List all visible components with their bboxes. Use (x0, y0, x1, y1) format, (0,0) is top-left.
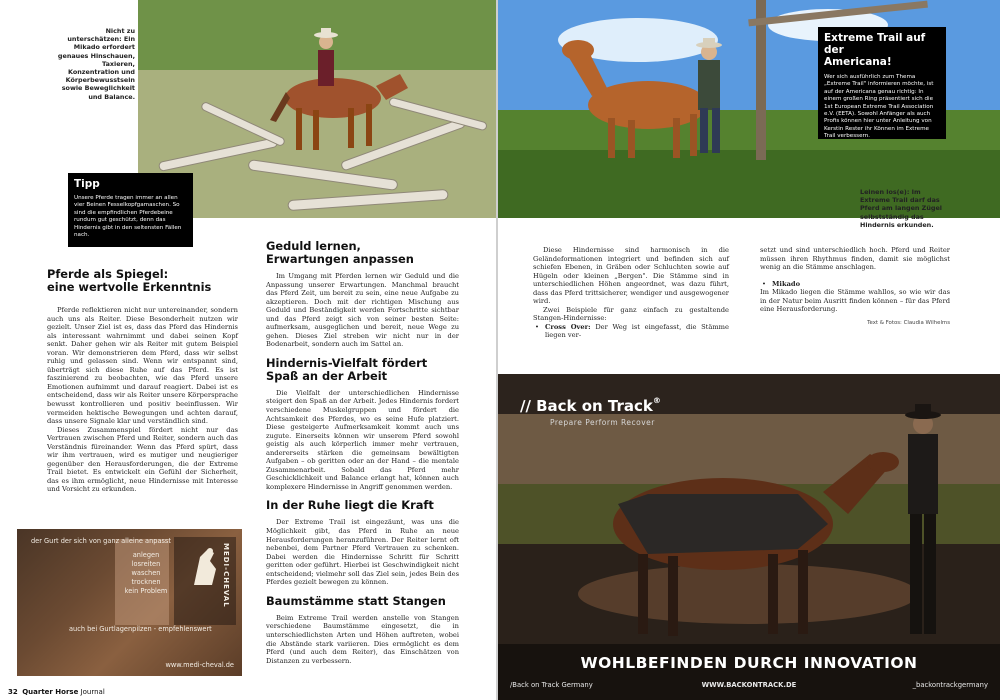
back-on-track-logo-text: Back on Track (536, 397, 653, 415)
bullet-mikado-label: Mikado (772, 279, 801, 288)
heading-vielfalt-2: Spaß an der Arbeit (266, 368, 388, 383)
ad-word-5: kein Problem (124, 587, 168, 595)
back-on-track-facebook[interactable]: /Back on Track Germany (510, 681, 593, 689)
americana-title-1: Extreme Trail auf der (824, 32, 926, 56)
ad-medi-cheval-line-bottom: auch bei Gurtlagenpilzen - empfehlenswert (69, 625, 212, 633)
photo-caption-right: Leinen los(e): Im Extreme Trail darf das Pferd am langen Zügel selbstständig das Hindernis erkunden. (860, 188, 942, 229)
ad-medi-cheval-brand-panel (174, 537, 236, 625)
article-column-right-1 (533, 246, 729, 340)
paragraph-baumstaemme: Beim Extreme Trail werden anstelle von Stangen verschiedene Baumstämme eingesetzt, die in unterschiedlichsten Arten und Höhen auftreten, wobei die Abstände stark variieren. Dies ermöglicht es dem Pferd (und auch dem Reiter), das Einschätzen von Distanzen zu verbessern. (266, 613, 459, 665)
back-on-track-logo-mark: ® (652, 396, 661, 405)
article-column-left (47, 268, 238, 494)
heading-baumstaemme: Baumstämme statt Stangen (266, 593, 446, 608)
ad-word-1: anlegen (132, 551, 160, 559)
back-on-track-tagline: Prepare Perform Recover (550, 418, 655, 427)
heading-geduld-2: Erwartungen anpassen (266, 252, 414, 266)
bullet-mikado (760, 280, 950, 289)
heading-pferde-als-spiegel-2: eine wertvolle Erkenntnis (47, 280, 212, 294)
article-column-middle (266, 240, 459, 665)
tipp-text: Unsere Pferde tragen immer an allen vier Beinen Fesselkopfgamaschen. So sind die empfindlichen Pferdebeine rundum gut geschützt, denn das Hindernis gibt in den seltensten Fällen nach. (74, 195, 182, 239)
paragraph-spiegel-1: Pferde reflektieren nicht nur untereinander, sondern auch uns als Reiter. Diese Besonderheit nutzen wir gezielt. Unser Ziel ist es, dass das Pferd das Hindernis als interessant wahrnimmt und dabei seinen Kopf senkt. Daher gehen wir als Reiter mit gutem Beispiel voran. Wir demonstrieren dem Pferd, dass wir selbst ruhig und gelassen sind. Wenn wir entspannt sind, überträgt sich diese Ruhe auf das Pferd. Es ist faszinierend zu beobachten, wie das Pferd unsere Emotionen aufnimmt und darauf reagiert. Dabei ist es entscheidend, dass wir als Reiter unsere Körpersprache bewusst kontrollieren und positiv beeinflussen. Wir vermeiden hektische Bewegungen und achten darauf, dass unsere Signale klar und verständlich sind. (47, 306, 238, 426)
paragraph-cross-over-cont: setzt und sind unterschiedlich hoch. Pferd und Reiter müssen ihren Rhythmus finden, damit sie möglichst wenig an die Stämme anschlagen. (760, 246, 950, 272)
ad-word-3: waschen (131, 569, 161, 577)
americana-title-2: Americana! (824, 56, 892, 68)
tipp-title: Tipp (74, 178, 100, 190)
heading-ruhe: In der Ruhe liegt die Kraft (266, 498, 434, 513)
paragraph-ruhe: Der Extreme Trail ist eingezäunt, was uns die Möglichkeit gibt, das Pferd in Ruhe an neue Herausforderungen heranzuführen. Der Reiter lernt oft nebenbei, dem Partner Pferd Vertrauen zu schenken. Dabei werden die Hindernisse Schritt für Schritt geritten oder geführt. Hierbei ist Geschwindigkeit nicht entscheidend; vielmehr soll das Ziel sein, jedes Bein des Pferdes gezielt bewegen zu können. (266, 518, 459, 587)
ad-medi-cheval-words (121, 551, 171, 596)
back-on-track-slogan: WOHLBEFINDEN DURCH INNOVATION (580, 654, 918, 672)
ad-medi-cheval-line-top: der Gurt der sich von ganz alleine anpasst (31, 537, 171, 545)
paragraph-spiegel-2: Dieses Zusammenspiel fördert nicht nur das Vertrauen zwischen Pferd und Reiter, sondern auch das Verständnis füreinander. Wenn das Pferd spürt, dass wir ihm vertrauen, wird es mutiger und neugieriger gegenüber den Herausforderungen, die der Extreme Trail bietet. Es entwickelt ein Gefühl der Sicherheit, das es ihm ermöglicht, neue Hindernisse mit Interesse und Vorsicht zu erkunden. (47, 425, 238, 494)
paragraph-hindernisse: Diese Hindernisse sind harmonisch in die Geländeformationen integriert und befinden sich auf schiefen Ebenen, in Gräben oder Schluchten sowie auf Hügeln oder kleinen „Bergen". Die Stämme sind in unterschiedlichen Höhen angeordnet, was dazu führt, dass das Pferd trittsicherer, wendiger und ausgewogener wird. (533, 246, 729, 306)
bullet-cross-over-text: Der Weg ist eingefasst, die Stämme liegen ver- (545, 322, 729, 340)
ad-word-2: losreiten (131, 560, 161, 568)
ad-medi-cheval-brand: MEDI-CHEVAL (222, 543, 230, 608)
back-on-track-logo (520, 396, 661, 415)
heading-pferde-als-spiegel-1: Pferde als Spiegel: (47, 267, 169, 281)
bullet-cross-over (533, 323, 729, 340)
slash-logo-icon: ∕∕ (520, 397, 531, 415)
page-folio (8, 688, 105, 696)
paragraph-vielfalt: Die Vielfalt der unterschiedlichen Hindernisse steigert den Spaß an der Arbeit. Jedes Hindernis fordert verschiedene Muskelgruppen und fördert die Achtsamkeit des Pferdes, wo es seine Hufe platziert. Diese gesteigerte Aufmerksamkeit kommt auch uns zugute. Einerseits können wir unserem Pferd sowohl geistig als auch körperlich immer mehr vertrauen, andererseits stärken die gemeinsam bewältigten Aufgaben – ob geritten oder an der Hand – die mentale Zusammenarbeit. Sobald das Pferd mehr Geschicklichkeit und Balance erlangt hat, können auch komplexere Hindernisse in Angriff genommen werden. (266, 388, 459, 491)
tipp-box (68, 173, 193, 247)
page-number: 32 (8, 688, 18, 696)
heading-vielfalt-1: Hindernis-Vielfalt fördert (266, 355, 428, 370)
bullet-cross-over-label: Cross Over: (545, 322, 591, 331)
article-column-right-2 (760, 246, 950, 326)
bullet-mikado-text: Im Mikado liegen die Stämme wahllos, so wie wir das in der Natur beim Ausritt finden können – für das Pferd eine Herausforderung. (760, 288, 950, 314)
heading-geduld-1: Geduld lernen, (266, 239, 361, 253)
back-on-track-url[interactable]: WWW.BACKONTRACK.DE (701, 681, 797, 689)
ad-medi-cheval-url[interactable]: www.medi-cheval.de (165, 661, 234, 669)
americana-box (818, 27, 946, 139)
magazine-suffix: Journal (80, 688, 105, 696)
ad-word-4: trocknen (131, 578, 161, 586)
paragraph-geduld: Im Umgang mit Pferden lernen wir Geduld und die Anpassung unserer Erwartungen. Manchmal braucht das Pferd Zeit, um bereit zu sein, eine neue Aufgabe zu akzeptieren. Doch mit der richtigen Mischung aus Geduld und Beständigkeit werden Fortschritte sichtbar und das Pferd zeigt sich von seiner besten Seite: aufmerksam, ausgeglichen und bereit, neue Wege zu gehen. Dieses Ziel streben wir nicht nur in der Bodenarbeit, sondern auch im Sattel an. (266, 272, 459, 349)
photo-caption-left: Nicht zu unterschätzen: Ein Mikado erfordert genaues Hinschauen, Taxieren, Konzentration und Körperbewusstsein sowie Beweglichkeit und Balance. (57, 27, 135, 101)
magazine-name: Quarter Horse (22, 688, 79, 696)
back-on-track-instagram[interactable]: _backontrackgermany (912, 681, 988, 689)
americana-text: Wer sich ausführlich zum Thema „Extreme Trail" informieren möchte, ist auf der Americana genau richtig: In einem großen Ring präsentiert sich die 1st European Extreme Trail Association e.V. (EETA). Sowohl Anfänger als auch Profis können hier unter Anleitung von Kerstin Rester ihr Können im Extreme Trail verbessern. (824, 74, 934, 140)
ad-medi-cheval[interactable] (17, 529, 242, 676)
ad-back-on-track[interactable] (498, 374, 1000, 700)
paragraph-beispiele: Zwei Beispiele für ganz einfach zu gestaltende Stangen-Hindernisse: (533, 305, 729, 323)
photo-text-credit: Text & Fotos: Claudia Wilhelms (867, 319, 950, 326)
